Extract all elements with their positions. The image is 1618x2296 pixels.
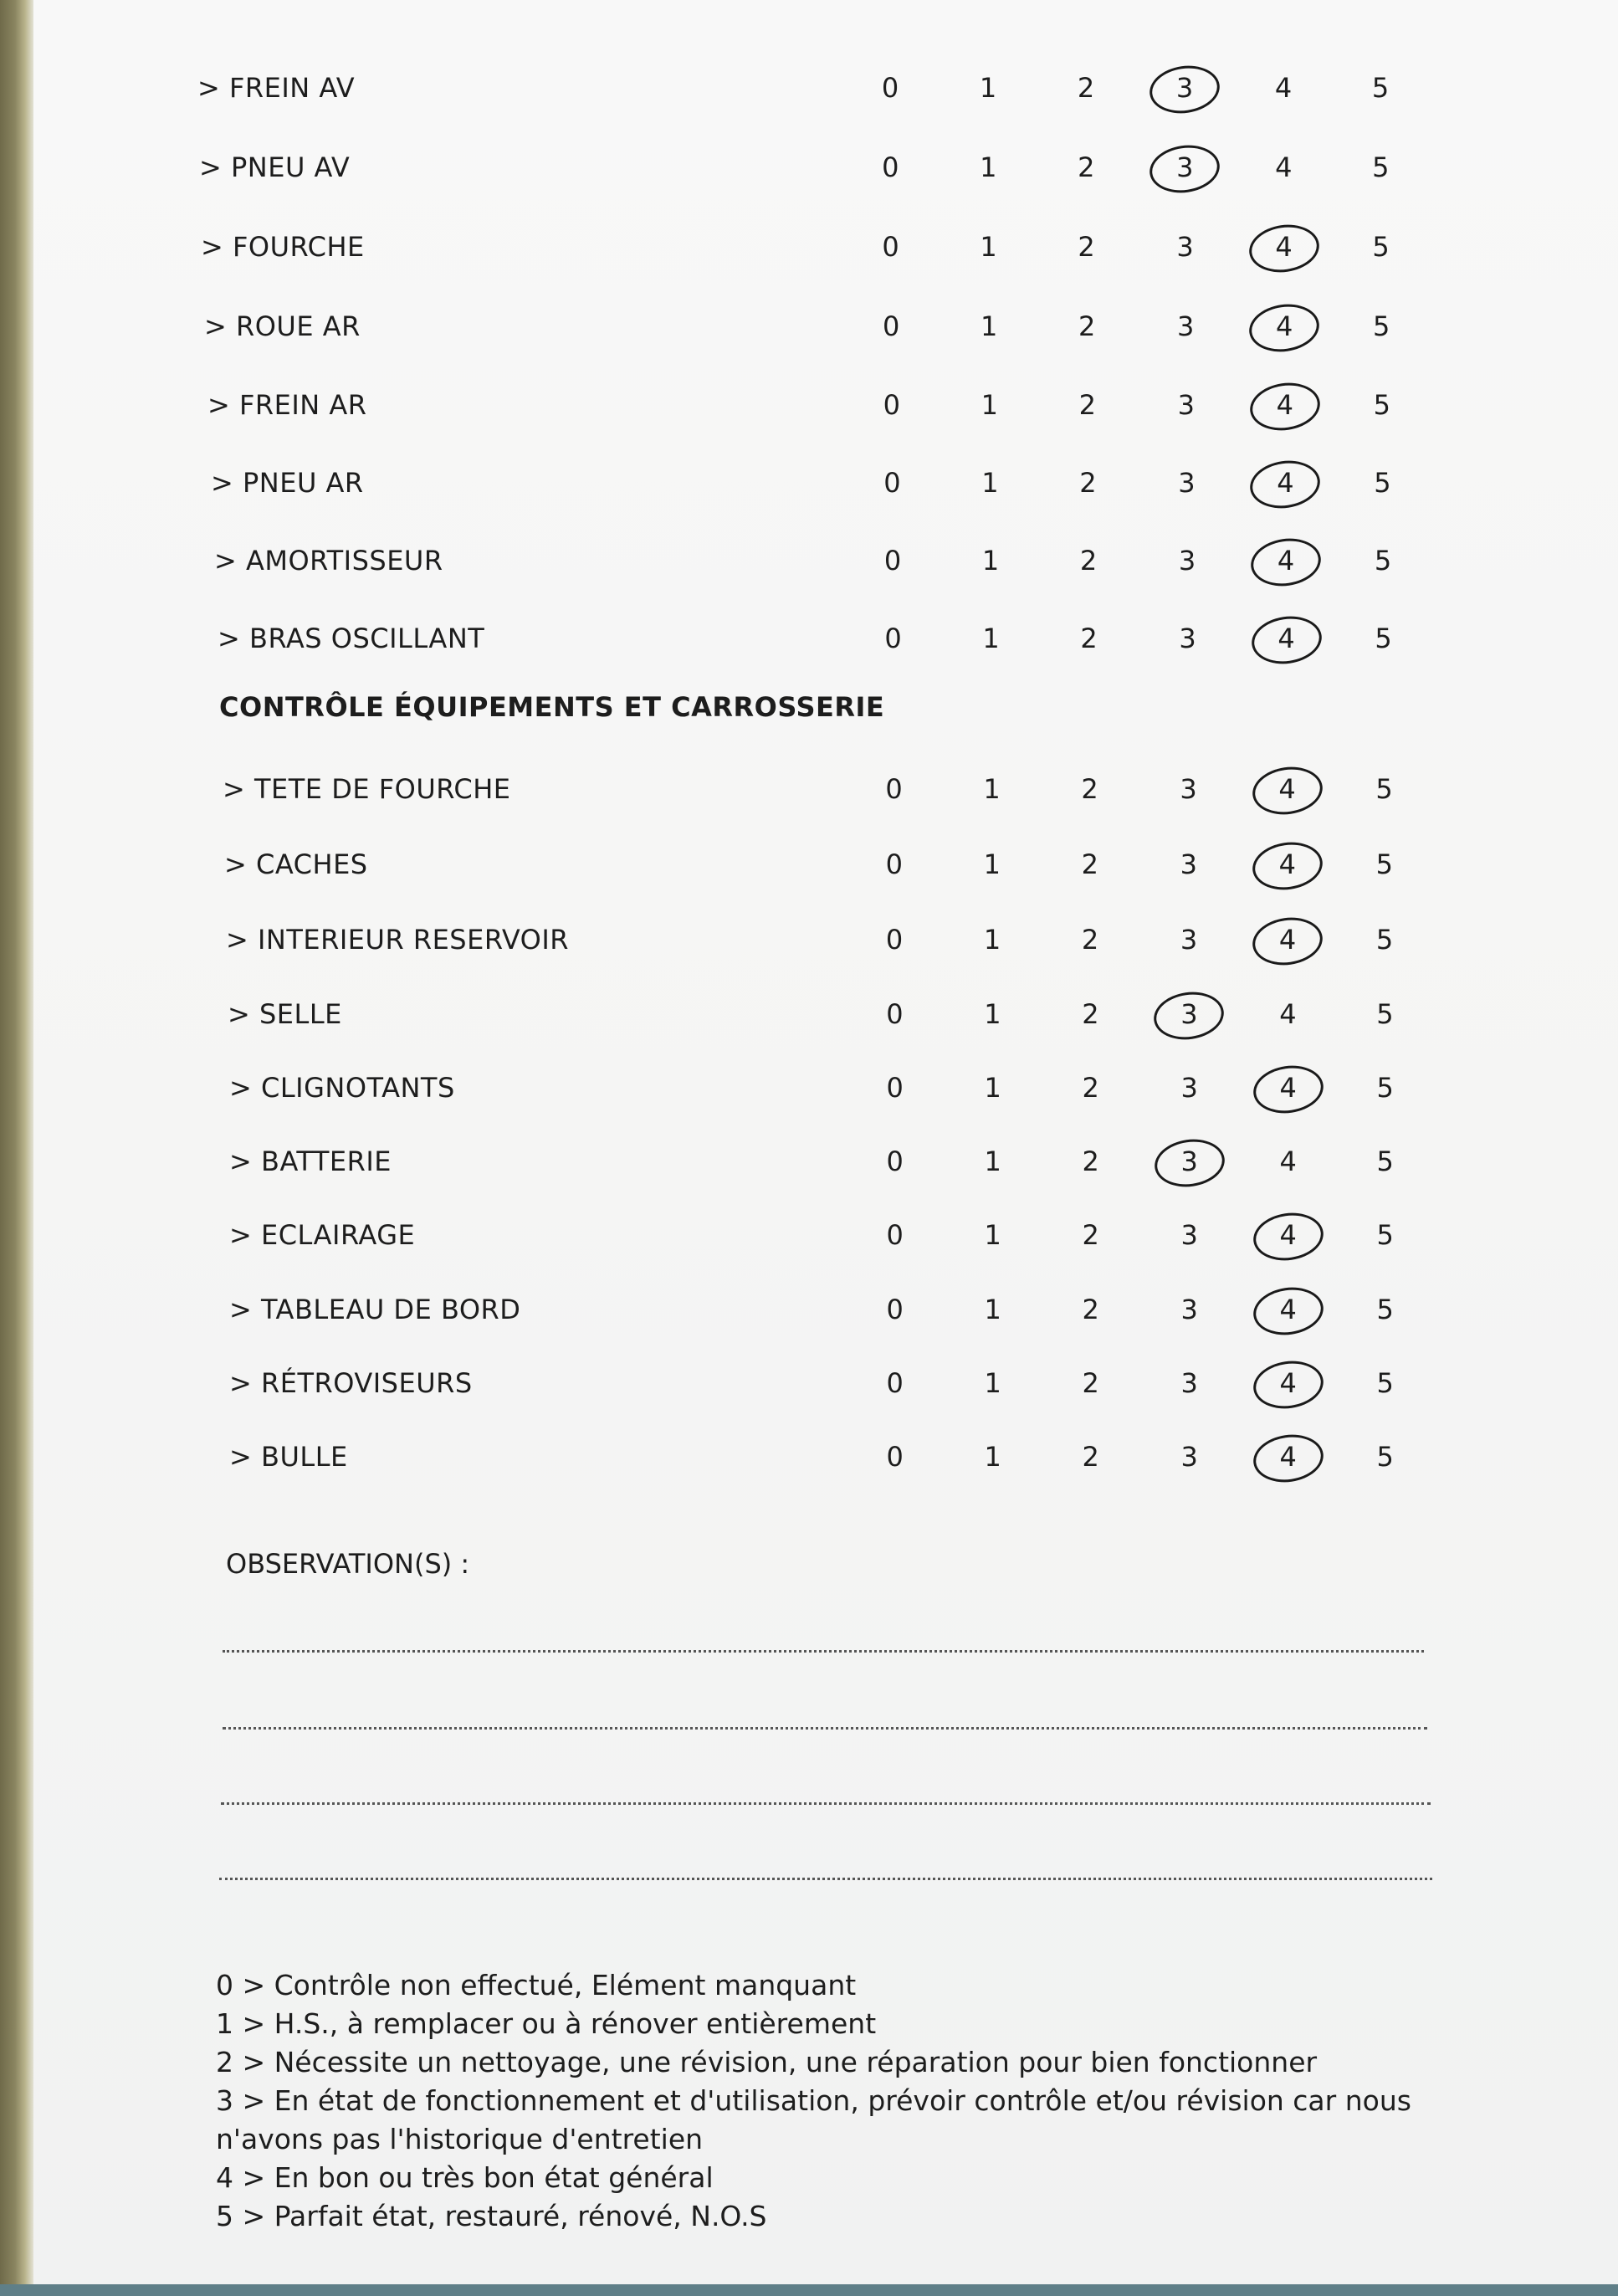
score-option-2[interactable]: 2 [1078,389,1096,421]
score-option-5[interactable]: 5 [1376,1441,1394,1473]
score-option-2[interactable]: 2 [1078,310,1096,342]
checklist-row [0,142,1472,192]
score-option-0[interactable]: 0 [885,773,903,805]
score-option-0[interactable]: 0 [886,1367,904,1399]
score-option-2[interactable]: 2 [1079,467,1097,499]
score-option-2[interactable]: 2 [1082,1441,1099,1473]
checklist-row [0,1358,1472,1408]
score-option-0[interactable]: 0 [883,389,900,421]
score-option-3[interactable]: 3 [1178,467,1196,499]
row-label: > CLIGNOTANTS [229,1072,455,1104]
score-option-1[interactable]: 1 [983,924,1001,956]
row-label: > BRAS OSCILLANT [218,623,485,654]
score-option-5[interactable]: 5 [1376,1294,1394,1325]
score-option-4[interactable]: 4 [1279,998,1297,1030]
score-option-5[interactable]: 5 [1372,151,1390,183]
score-option-1[interactable]: 1 [983,773,1001,805]
legend-line: 4 > En bon ou très bon état général [216,2161,714,2194]
checklist-row [0,301,1472,351]
score-option-0[interactable]: 0 [886,1441,904,1473]
score-option-4[interactable]: 4 [1259,301,1309,351]
score-option-3[interactable]: 3 [1179,623,1196,654]
row-label: > INTERIEUR RESERVOIR [226,924,569,956]
score-option-1[interactable]: 1 [984,1145,1001,1177]
score-option-5[interactable]: 5 [1376,1145,1394,1177]
score-option-0[interactable]: 0 [885,848,903,880]
score-option-2[interactable]: 2 [1082,1367,1099,1399]
score-option-0[interactable]: 0 [881,72,899,104]
score-option-5[interactable]: 5 [1376,1219,1394,1251]
row-label: > AMORTISSEUR [214,545,443,577]
checklist-row [0,222,1472,272]
observation-line[interactable] [223,1727,1427,1730]
score-option-3[interactable]: 3 [1180,1294,1198,1325]
score-option-3[interactable]: 3 [1180,848,1197,880]
row-label: > PNEU AR [211,467,364,499]
checklist-row [0,380,1472,430]
score-option-5[interactable]: 5 [1375,623,1392,654]
score-option-4[interactable]: 4 [1262,764,1313,814]
legend-line: 1 > H.S., à remplacer ou à rénover entièrement [216,2007,877,2040]
observation-line[interactable] [221,1802,1431,1805]
observations-label: OBSERVATION(S) : [226,1548,470,1580]
row-label: > PNEU AV [199,151,351,183]
row-label: > RÉTROVISEURS [229,1367,473,1399]
score-option-5[interactable]: 5 [1371,72,1390,104]
score-option-1[interactable]: 1 [981,545,1000,577]
score-option-3[interactable]: 3 [1177,310,1195,342]
checklist-row [0,536,1472,586]
score-option-1[interactable]: 1 [984,1294,1001,1325]
score-option-5[interactable]: 5 [1373,389,1390,421]
score-option-5[interactable]: 5 [1376,998,1394,1030]
checklist-row [0,63,1472,113]
score-option-0[interactable]: 0 [886,998,904,1030]
score-option-3[interactable]: 3 [1180,1441,1198,1473]
bottom-edge [0,2284,1618,2296]
score-option-3[interactable]: 3 [1164,989,1214,1039]
score-option-0[interactable]: 0 [885,924,904,956]
score-option-4[interactable]: 4 [1261,536,1311,586]
score-option-2[interactable]: 2 [1079,545,1098,577]
score-option-1[interactable]: 1 [980,151,997,183]
row-label: > ECLAIRAGE [229,1219,416,1251]
score-option-3[interactable]: 3 [1180,924,1198,956]
row-label: > BULLE [229,1441,348,1473]
score-legend [216,1966,1437,2236]
row-label: > ROUE AR [204,310,361,342]
row-label: > FOURCHE [201,231,365,263]
checklist-row [0,839,1472,889]
observation-line[interactable] [223,1650,1424,1653]
checklist-row [0,1210,1472,1260]
checklist-row [0,915,1472,965]
score-option-2[interactable]: 2 [1081,848,1098,880]
observation-line[interactable] [219,1878,1432,1880]
score-option-1[interactable]: 1 [984,1367,1001,1399]
score-option-4[interactable]: 4 [1275,151,1293,183]
score-option-5[interactable]: 5 [1373,310,1390,342]
score-option-3[interactable]: 3 [1180,773,1197,805]
score-option-4[interactable]: 4 [1260,380,1310,430]
score-option-0[interactable]: 0 [883,545,902,577]
score-option-1[interactable]: 1 [981,310,998,342]
checklist-row [0,989,1472,1039]
score-option-2[interactable]: 2 [1078,231,1095,263]
score-option-4[interactable]: 4 [1279,1145,1297,1177]
score-option-2[interactable]: 2 [1082,998,1099,1030]
score-option-1[interactable]: 1 [979,72,997,104]
score-option-1[interactable]: 1 [981,467,999,499]
score-option-4[interactable]: 4 [1262,915,1313,965]
checklist-row [0,613,1472,664]
score-option-5[interactable]: 5 [1375,773,1393,805]
score-option-3[interactable]: 3 [1178,545,1196,577]
score-option-5[interactable]: 5 [1376,1367,1394,1399]
score-option-5[interactable]: 5 [1375,848,1393,880]
score-option-5[interactable]: 5 [1374,545,1392,577]
score-option-3[interactable]: 3 [1177,389,1195,421]
row-label: > BATTERIE [229,1145,392,1177]
score-option-2[interactable]: 2 [1081,924,1099,956]
score-option-3[interactable]: 3 [1176,231,1194,263]
score-option-0[interactable]: 0 [882,231,899,263]
legend-line: n'avons pas l'historique d'entretien [216,2123,704,2155]
legend-line: 0 > Contrôle non effectué, Elément manquant [216,1969,857,2001]
legend-line: 5 > Parfait état, restauré, rénové, N.O.S [216,2200,767,2232]
score-option-1[interactable]: 1 [984,1219,1001,1251]
score-option-3[interactable]: 3 [1160,142,1210,192]
score-option-1[interactable]: 1 [984,1441,1001,1473]
score-option-1[interactable]: 1 [982,623,1000,654]
row-label: > FREIN AR [207,389,367,421]
score-option-3[interactable]: 3 [1180,1367,1198,1399]
score-option-4[interactable]: 4 [1263,1210,1313,1260]
score-option-2[interactable]: 2 [1080,623,1098,654]
score-option-2[interactable]: 2 [1082,1219,1099,1251]
row-label: > TABLEAU DE BORD [229,1294,521,1325]
row-label: > FREIN AV [197,72,356,104]
checklist-row [0,1284,1472,1335]
checklist-row [0,1063,1472,1113]
score-option-4[interactable]: 4 [1262,839,1313,889]
row-label: > SELLE [228,998,342,1030]
score-option-0[interactable]: 0 [883,310,900,342]
score-option-0[interactable]: 0 [886,1072,904,1104]
score-option-1[interactable]: 1 [980,231,997,263]
checklist-row [0,1432,1472,1482]
score-option-2[interactable]: 2 [1082,1145,1099,1177]
score-option-1[interactable]: 1 [984,998,1001,1030]
score-option-4[interactable]: 4 [1263,1432,1313,1482]
score-option-0[interactable]: 0 [886,1145,904,1177]
score-option-5[interactable]: 5 [1375,924,1394,956]
score-option-2[interactable]: 2 [1081,773,1098,805]
score-option-4[interactable]: 4 [1263,1358,1313,1408]
score-option-5[interactable]: 5 [1374,467,1391,499]
score-option-2[interactable]: 2 [1082,1072,1099,1104]
score-option-1[interactable]: 1 [981,389,998,421]
score-option-0[interactable]: 0 [884,623,902,654]
legend-line: 2 > Nécessite un nettoyage, une révision, une réparation pour bien fonctionner [216,2046,1318,2078]
score-option-5[interactable]: 5 [1372,231,1390,263]
score-option-3[interactable]: 3 [1180,1072,1198,1104]
score-option-1[interactable]: 1 [983,848,1001,880]
checklist-row [0,764,1472,814]
checklist-row [0,458,1472,508]
score-option-0[interactable]: 0 [886,1219,904,1251]
score-option-4[interactable]: 4 [1263,1284,1313,1335]
score-option-0[interactable]: 0 [882,151,899,183]
checklist-row [0,1136,1472,1186]
score-option-4[interactable]: 4 [1259,222,1309,272]
section-title: CONTRÔLE ÉQUIPEMENTS ET CARROSSERIE [219,691,885,723]
score-option-2[interactable]: 2 [1082,1294,1099,1325]
score-option-3[interactable]: 3 [1165,1136,1215,1186]
score-option-0[interactable]: 0 [883,467,901,499]
row-label: > CACHES [224,848,368,880]
row-label: > TETE DE FOURCHE [223,773,511,805]
legend-line: 3 > En état de fonctionnement et d'utilisation, prévoir contrôle et/ou révision car nous [216,2084,1411,2117]
score-option-3[interactable]: 3 [1180,1219,1198,1251]
score-option-0[interactable]: 0 [886,1294,904,1325]
score-option-4[interactable]: 4 [1263,1063,1313,1113]
score-option-3[interactable]: 3 [1160,63,1210,113]
score-option-1[interactable]: 1 [984,1072,1001,1104]
score-option-4[interactable]: 4 [1274,72,1293,104]
score-option-2[interactable]: 2 [1078,151,1095,183]
score-option-4[interactable]: 4 [1260,458,1310,508]
score-option-4[interactable]: 4 [1262,613,1312,664]
score-option-2[interactable]: 2 [1077,72,1095,104]
score-option-5[interactable]: 5 [1376,1072,1394,1104]
